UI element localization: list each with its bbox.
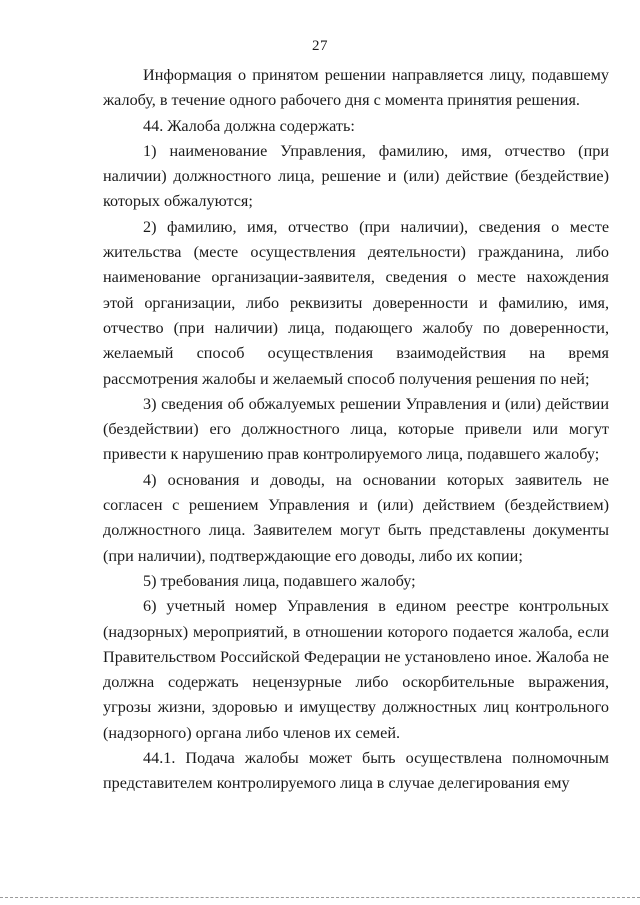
paragraph-decision-notice: Информация о принятом решении направляется лицу, подавшему жалобу, в течение одного рабочего дня с момента принятия решения. [103, 66, 609, 110]
paragraph-item-3: 3) сведения об обжалуемых решении Управления и (или) действии (бездействии) его должностного лица, которые привели или могут привести к нарушению прав контролируемого лица, подавшего жалобу; [103, 394, 609, 464]
paragraph-item-2: 2) фамилию, имя, отчество (при наличии), сведения о месте жительства (месте осуществления деятельности) гражданина, либо наименование организации-заявителя, сведения о месте нахождения этой организации, либо реквизиты доверенности и фамилию, имя, отчество (при наличии) лица, подающего жалобу по доверенности, желаемый способ осуществления взаимодействия на время рассмотрения жалобы и желаемый способ получения решения по ней; [103, 217, 609, 388]
paragraph-44-1: 44.1. Подача жалобы может быть осуществлена полномочным представителем контролируемого лица в случае делегирования ему [103, 749, 609, 793]
document-body [103, 63, 609, 797]
paragraph-item-4: 4) основания и доводы, на основании которых заявитель не согласен с решением Управления и (или) действием (бездействием) должностного лица. Заявителем могут быть представлены документы (при наличии), подтверждающие его доводы, либо их копии; [103, 470, 609, 565]
paragraph-44-heading: 44. Жалоба должна содержать: [143, 116, 355, 135]
page-bottom-divider [0, 897, 640, 898]
paragraph-item-6: 6) учетный номер Управления в едином реестре контрольных (надзорных) мероприятий, в отношении которого подается жалоба, если Правительством Российской Федерации не установлено иное. Жалоба не должна содержать нецензурные либо оскорбительные выражения, угрозы жизни, здоровью и имуществу должностных лиц контрольного (надзорного) органа либо членов их семей. [103, 597, 609, 742]
paragraph-item-5: 5) требования лица, подавшего жалобу; [143, 571, 416, 590]
paragraph-item-1: 1) наименование Управления, фамилию, имя, отчество (при наличии) должностного лица, решение и (или) действие (бездействие) которых обжалуются; [103, 141, 609, 211]
page-number: 27 [312, 38, 328, 54]
